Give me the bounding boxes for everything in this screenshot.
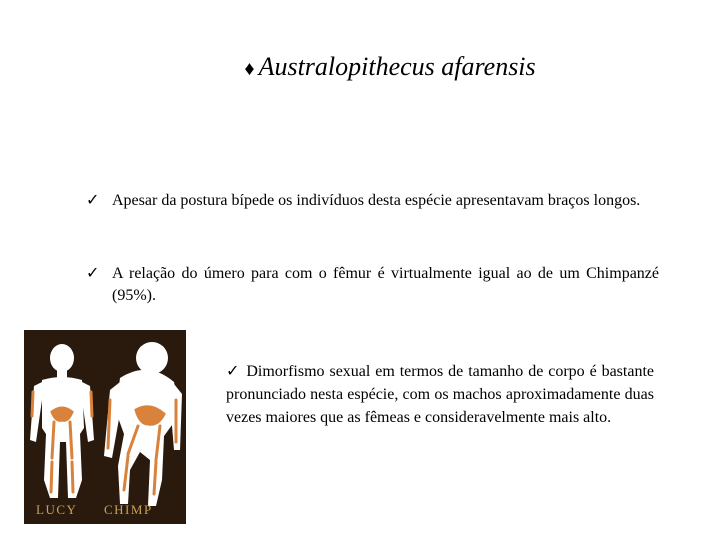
bullet-text-3: Dimorfismo sexual em termos de tamanho de corpo é bastante pronunciado nesta espécie, com os machos aproximadamente duas vezes maiores que as fêmeas e consideravelmente mais alto. bbox=[226, 363, 655, 426]
lucy-label: LUCY bbox=[36, 502, 78, 517]
bullet-text-2: A relação do úmero para com o fêmur é virtualmente igual ao de um Chimpanzé (95%). bbox=[112, 265, 659, 304]
bullet-item-1 bbox=[86, 190, 659, 212]
skeleton-illustration bbox=[24, 330, 186, 524]
checkmark-icon: ✓ bbox=[226, 363, 241, 380]
diamond-bullet-icon: ♦ bbox=[244, 58, 255, 80]
bullet-item-2 bbox=[86, 263, 659, 307]
bullet-text-1: Apesar da postura bípede os indivíduos desta espécie apresentavam braços longos. bbox=[112, 192, 641, 209]
checkmark-icon: ✓ bbox=[86, 192, 100, 209]
checkmark-icon: ✓ bbox=[86, 265, 100, 282]
lucy-chimp-skeleton-image bbox=[24, 330, 186, 524]
bullet-item-3 bbox=[226, 360, 654, 429]
slide-title bbox=[0, 52, 720, 82]
chimp-label: CHIMP bbox=[104, 502, 153, 517]
title-text: Australopithecus afarensis bbox=[258, 52, 536, 81]
